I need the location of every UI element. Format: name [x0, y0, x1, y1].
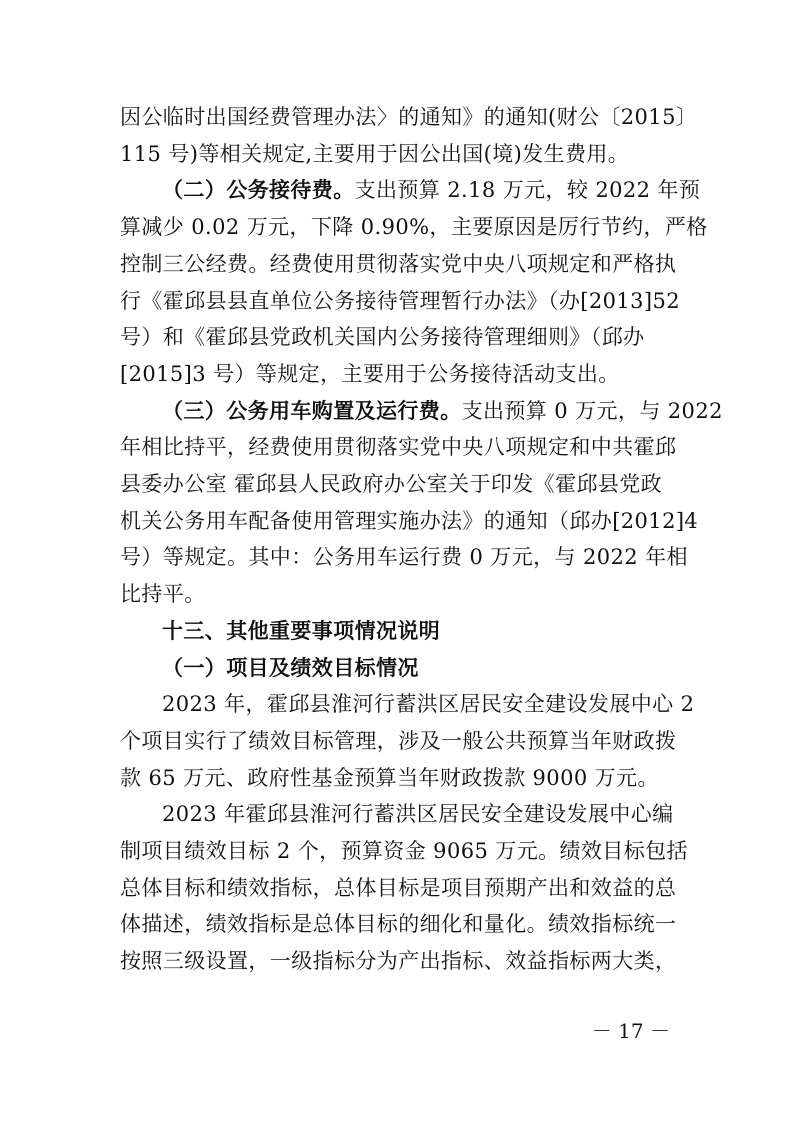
page-number: － 17 － [591, 1019, 670, 1043]
body-text: 支出预算 2.18 万元，较 2022 年预 [354, 178, 701, 203]
text-line-22 [120, 871, 680, 905]
text-line-4 [120, 210, 708, 244]
body-text: 体描述，绩效指标是总体目标的细化和量化。绩效指标统一 [120, 912, 677, 937]
text-line-7 [120, 320, 680, 354]
text-line-21 [120, 834, 688, 868]
body-text: 号）和《霍邱县党政机关国内公务接待管理细则》（邱办 [120, 325, 645, 350]
body-text: 号）等规定。其中：公务用车运行费 0 万元，与 2022 年相 [120, 545, 688, 570]
text-line-17 [162, 687, 695, 721]
body-text: 算减少 0.02 万元，下降 0.90%，主要原因是厉行节约，严格 [120, 215, 708, 240]
heading-text: （一）项目及绩效目标情况 [162, 655, 419, 680]
body-text: 2023 年，霍邱县淮河行蓄洪区居民安全建设发展中心 2 [162, 692, 695, 717]
text-line-18 [120, 724, 680, 758]
body-text: 年相比持平，经费使用贯彻落实党中央八项规定和中共霍邱 [120, 435, 677, 460]
body-text: 按照三级设置，一级指标分为产出指标、效益指标两大类， [120, 949, 677, 974]
body-text: 个项目实行了绩效目标管理，涉及一般公共预算当年财政拨 [120, 728, 677, 753]
body-text: 县委办公室 霍邱县人民政府办公室关于印发《霍邱县党政 [120, 472, 663, 496]
text-line-23 [120, 907, 680, 941]
heading-text: 十三、其他重要事项情况说明 [162, 618, 441, 643]
text-line-1 [120, 100, 698, 134]
body-text: 因公临时出国经费管理办法〉的通知》的通知(财公〔2015〕 [120, 105, 698, 129]
body-text: 比持平。 [120, 582, 206, 607]
text-line-5 [120, 247, 680, 281]
text-line-11 [120, 467, 680, 501]
text-line-2 [120, 137, 680, 171]
body-text: 机关公务用车配备使用管理实施办法》的通知（邱办[2012]4 [120, 508, 699, 533]
body-text: 款 65 万元、政府性基金预算当年财政拨款 9000 万元。 [120, 765, 659, 790]
text-line-3 [162, 173, 701, 207]
text-line-19 [120, 761, 680, 795]
text-line-13 [120, 540, 688, 574]
text-line-24 [120, 944, 680, 978]
body-text: 总体目标和绩效指标，总体目标是项目预期产出和效益的总 [120, 875, 677, 900]
text-line-9 [162, 394, 723, 428]
body-text: 制项目绩效目标 2 个，预算资金 9065 万元。绩效目标包括 [120, 839, 688, 863]
body-text: 行《霍邱县县直单位公务接待管理暂行办法》（办[2013]52 [120, 288, 681, 313]
body-text: 2023 年霍邱县淮河行蓄洪区居民安全建设发展中心编 [162, 802, 674, 827]
text-line-10 [120, 430, 680, 464]
body-text: 控制三公经费。经费使用贯彻落实党中央八项规定和严格执 [120, 251, 677, 276]
text-line-15 [162, 614, 680, 648]
body-text: [2015]3 号）等规定，主要用于公务接待活动支出。 [120, 361, 620, 386]
body-text: 115 号)等相关规定,主要用于因公出国(境)发生费用。 [120, 141, 630, 166]
text-line-14 [120, 577, 680, 611]
heading-text: （三）公务用车购置及运行费。 [162, 398, 462, 423]
text-line-20 [162, 797, 680, 831]
text-line-8 [120, 357, 680, 391]
text-line-12 [120, 504, 699, 538]
text-line-6 [120, 284, 680, 318]
heading-text: （二）公务接待费。 [162, 178, 355, 203]
text-line-16 [162, 651, 680, 685]
body-text: 支出预算 0 万元，与 2022 [461, 398, 723, 423]
